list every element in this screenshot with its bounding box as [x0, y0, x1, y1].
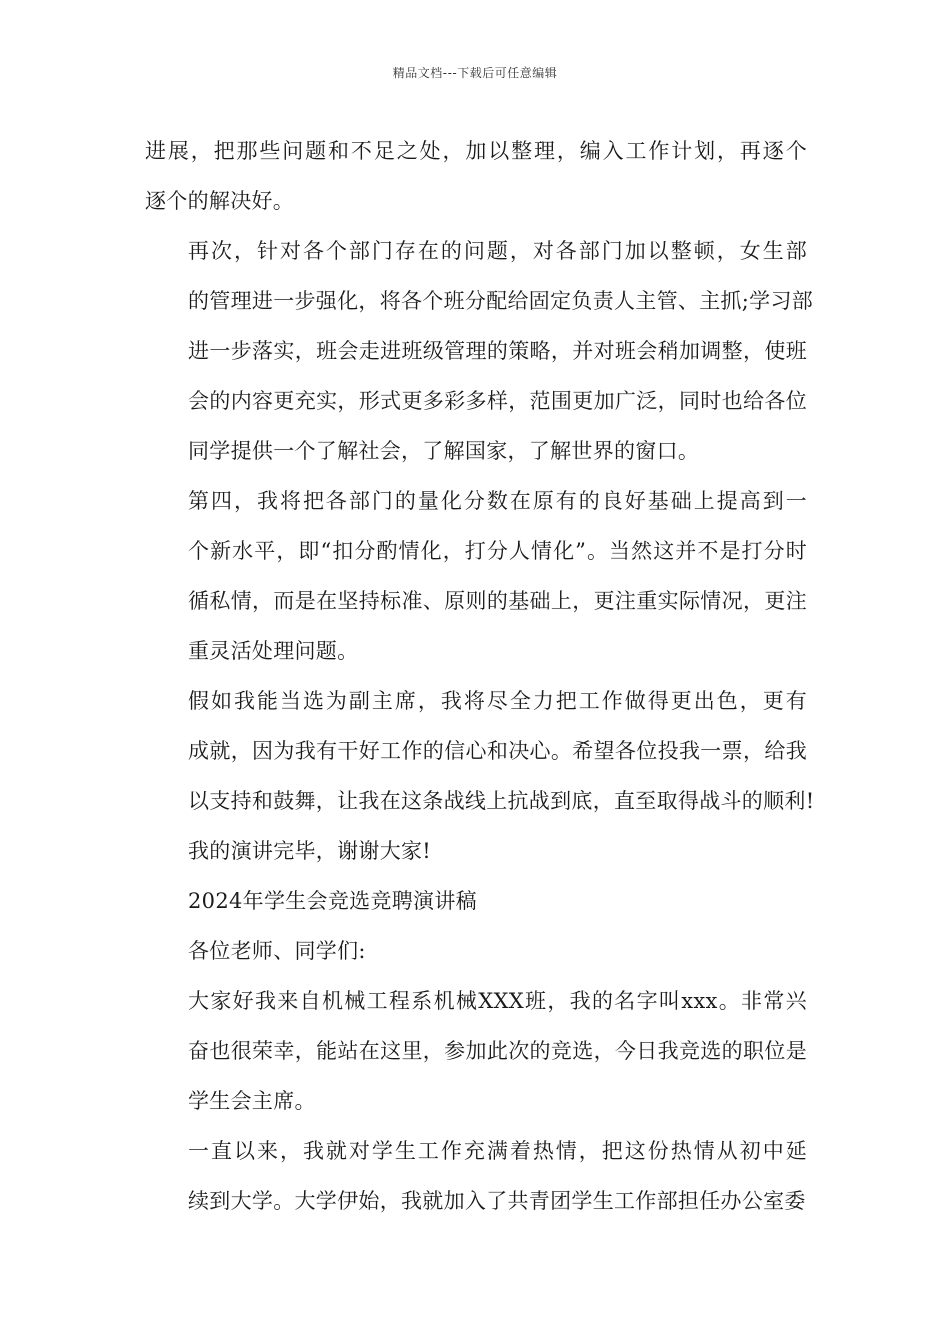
paragraph	[145, 926, 807, 976]
text-line: 的管理进一步强化，将各个班分配给固定负责人主管、主抓;学习部	[188, 289, 814, 313]
paragraph	[145, 226, 814, 476]
paragraph	[145, 1126, 807, 1226]
text-line: 各位老师、同学们:	[188, 939, 366, 963]
text-line: 续到大学。大学伊始，我就加入了共青团学生工作部担任办公室委	[188, 1189, 806, 1213]
document-body	[145, 126, 815, 1226]
text-line: 假如我能当选为副主席，我将尽全力把工作做得更出色，更有	[188, 689, 807, 713]
text-line: 进展，把那些问题和不足之处，加以整理，编入工作计划，再逐个	[145, 139, 807, 163]
text-line: 重灵活处理问题。	[188, 639, 359, 663]
text-line: 2024年学生会竞选竞聘演讲稿	[188, 889, 477, 913]
text-line: 学生会主席。	[188, 1089, 316, 1113]
text-line: 同学提供一个了解社会，了解国家，了解世界的窗口。	[188, 439, 700, 463]
paragraph	[145, 676, 815, 876]
text-line: 再次，针对各个部门存在的问题，对各部门加以整顿，女生部	[188, 239, 807, 263]
text-line: 成就，因为我有干好工作的信心和决心。希望各位投我一票，给我	[188, 739, 807, 763]
paragraph	[145, 126, 807, 226]
text-line: 一直以来，我就对学生工作充满着热情，把这份热情从初中延	[188, 1139, 807, 1163]
text-line: 我的演讲完毕，谢谢大家!	[188, 839, 432, 863]
page-header: 精品文档---下载后可任意编辑	[392, 66, 558, 80]
text-line: 个新水平，即“扣分酌情化，打分人情化”。当然这并不是打分时	[188, 539, 807, 563]
paragraph	[145, 476, 807, 676]
text-line: 逐个的解决好。	[145, 189, 295, 213]
text-line: 大家好我来自机械工程系机械XXX班，我的名字叫xxx。非常兴	[188, 989, 807, 1013]
text-line: 进一步落实，班会走进班级管理的策略，并对班会稍加调整，使班	[188, 339, 807, 363]
paragraph	[145, 976, 807, 1126]
text-line: 第四，我将把各部门的量化分数在原有的良好基础上提高到一	[188, 489, 807, 513]
text-line: 奋也很荣幸，能站在这里，参加此次的竞选，今日我竞选的职位是	[188, 1039, 807, 1063]
text-line: 会的内容更充实，形式更多彩多样，范围更加广泛，同时也给各位	[188, 389, 807, 413]
paragraph	[145, 876, 807, 926]
text-line: 以支持和鼓舞，让我在这条战线上抗战到底，直至取得战斗的顺利!	[188, 789, 815, 813]
text-line: 循私情，而是在坚持标准、原则的基础上，更注重实际情况，更注	[188, 589, 807, 613]
